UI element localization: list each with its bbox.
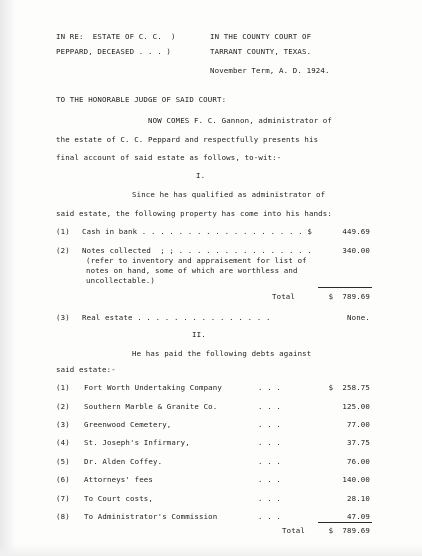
section-2-line-1: He has paid the following debts against — [132, 349, 312, 358]
real-estate-value: None. — [347, 313, 370, 322]
property-item-label: Cash in bank . . . . . . . . . . . . . . . . . . $ — [82, 227, 312, 236]
debt-amount: 140.00 — [342, 475, 370, 484]
section-1-total-amount: $ 789.69 — [328, 292, 370, 301]
debt-number: (1) — [56, 383, 70, 392]
debt-amount: 28.10 — [347, 494, 370, 503]
debt-dots: . . . — [258, 438, 281, 447]
debt-label: Dr. Alden Coffey. — [84, 457, 163, 466]
debt-dots: . . . — [258, 383, 281, 392]
debt-number: (5) — [56, 457, 70, 466]
section-1-line-2: said estate, the following property has come into his hands: — [56, 209, 332, 218]
section-1-line-1: Since he has qualified as administrator of — [132, 190, 326, 199]
debt-dots: . . . — [258, 494, 281, 503]
section-1-total-label: Total — [272, 292, 295, 301]
debt-number: (2) — [56, 402, 70, 411]
property-item-number: (2) — [56, 246, 70, 255]
intro-line-3: final account of said estate as follows, to-wit:- — [56, 153, 282, 162]
debt-number: (3) — [56, 420, 70, 429]
debt-label: To Court costs, — [84, 494, 153, 503]
debt-label: Southern Marble & Granite Co. — [84, 402, 218, 411]
property-item-label: Notes collected ; ; . . . . . . . . . . . . . . . — [82, 246, 312, 255]
subtotal-rule — [318, 287, 372, 288]
debt-label: Fort Worth Undertaking Company — [84, 383, 222, 392]
debt-label: Attorneys' fees — [84, 475, 153, 484]
debt-number: (7) — [56, 494, 70, 503]
debt-dots: . . . — [258, 457, 281, 466]
intro-line-1: NOW COMES F. C. Gannon, administrator of — [148, 116, 332, 125]
property-item-number: (1) — [56, 227, 70, 236]
notes-remark-line-2: notes on hand, some of which are worthless and — [86, 266, 298, 275]
section-2-total-label: Total — [282, 526, 305, 535]
caption-right-line-1: IN THE COUNTY COURT OF — [210, 32, 312, 41]
notes-remark-line-3: uncollectable.) — [86, 276, 155, 285]
section-1-numeral: I. — [196, 171, 206, 180]
debt-dots: . . . — [258, 475, 281, 484]
caption-left-line-1: IN RE: ESTATE OF C. C. ) — [56, 32, 176, 41]
debt-amount: 76.00 — [347, 457, 370, 466]
debts-total-rule — [318, 522, 372, 523]
real-estate-number: (3) — [56, 313, 70, 322]
debt-number: (6) — [56, 475, 70, 484]
section-2-total-amount: $ 789.69 — [328, 526, 370, 535]
scan-shadow-bottom — [0, 544, 422, 556]
debt-number: (4) — [56, 438, 70, 447]
debt-dots: . . . — [258, 402, 281, 411]
caption-right-line-2: TARRANT COUNTY, TEXAS. — [210, 47, 312, 56]
property-item-amount: 340.00 — [342, 246, 370, 255]
debt-label: To Administrator's Commission — [84, 512, 218, 521]
debt-amount: $ 258.75 — [328, 383, 370, 392]
section-2-numeral: II. — [192, 330, 206, 339]
debt-label: Greenwood Cemetery, — [84, 420, 172, 429]
term-date: November Term, A. D. 1924. — [210, 66, 330, 75]
debt-amount: 125.00 — [342, 402, 370, 411]
debt-number: (8) — [56, 512, 70, 521]
intro-line-2: the estate of C. C. Peppard and respectfully presents his — [56, 135, 319, 144]
section-2-line-2: said estate:- — [56, 365, 116, 374]
caption-left-line-2: PEPPARD, DECEASED . . . ) — [56, 47, 171, 56]
real-estate-label: Real estate . . . . . . . . . . . . . . . — [82, 313, 271, 322]
debt-dots: . . . — [258, 512, 281, 521]
debt-amount: 77.00 — [347, 420, 370, 429]
notes-remark-line-1: (refer to inventory and appraisement for list of — [86, 256, 307, 265]
scan-shadow-left — [0, 0, 16, 556]
property-item-amount: 449.69 — [342, 227, 370, 236]
debt-amount: 47.09 — [347, 512, 370, 521]
debt-label: St. Joseph's Infirmary, — [84, 438, 190, 447]
debt-amount: 37.75 — [347, 438, 370, 447]
salutation: TO THE HONORABLE JUDGE OF SAID COURT: — [56, 95, 227, 104]
debt-dots: . . . — [258, 420, 281, 429]
